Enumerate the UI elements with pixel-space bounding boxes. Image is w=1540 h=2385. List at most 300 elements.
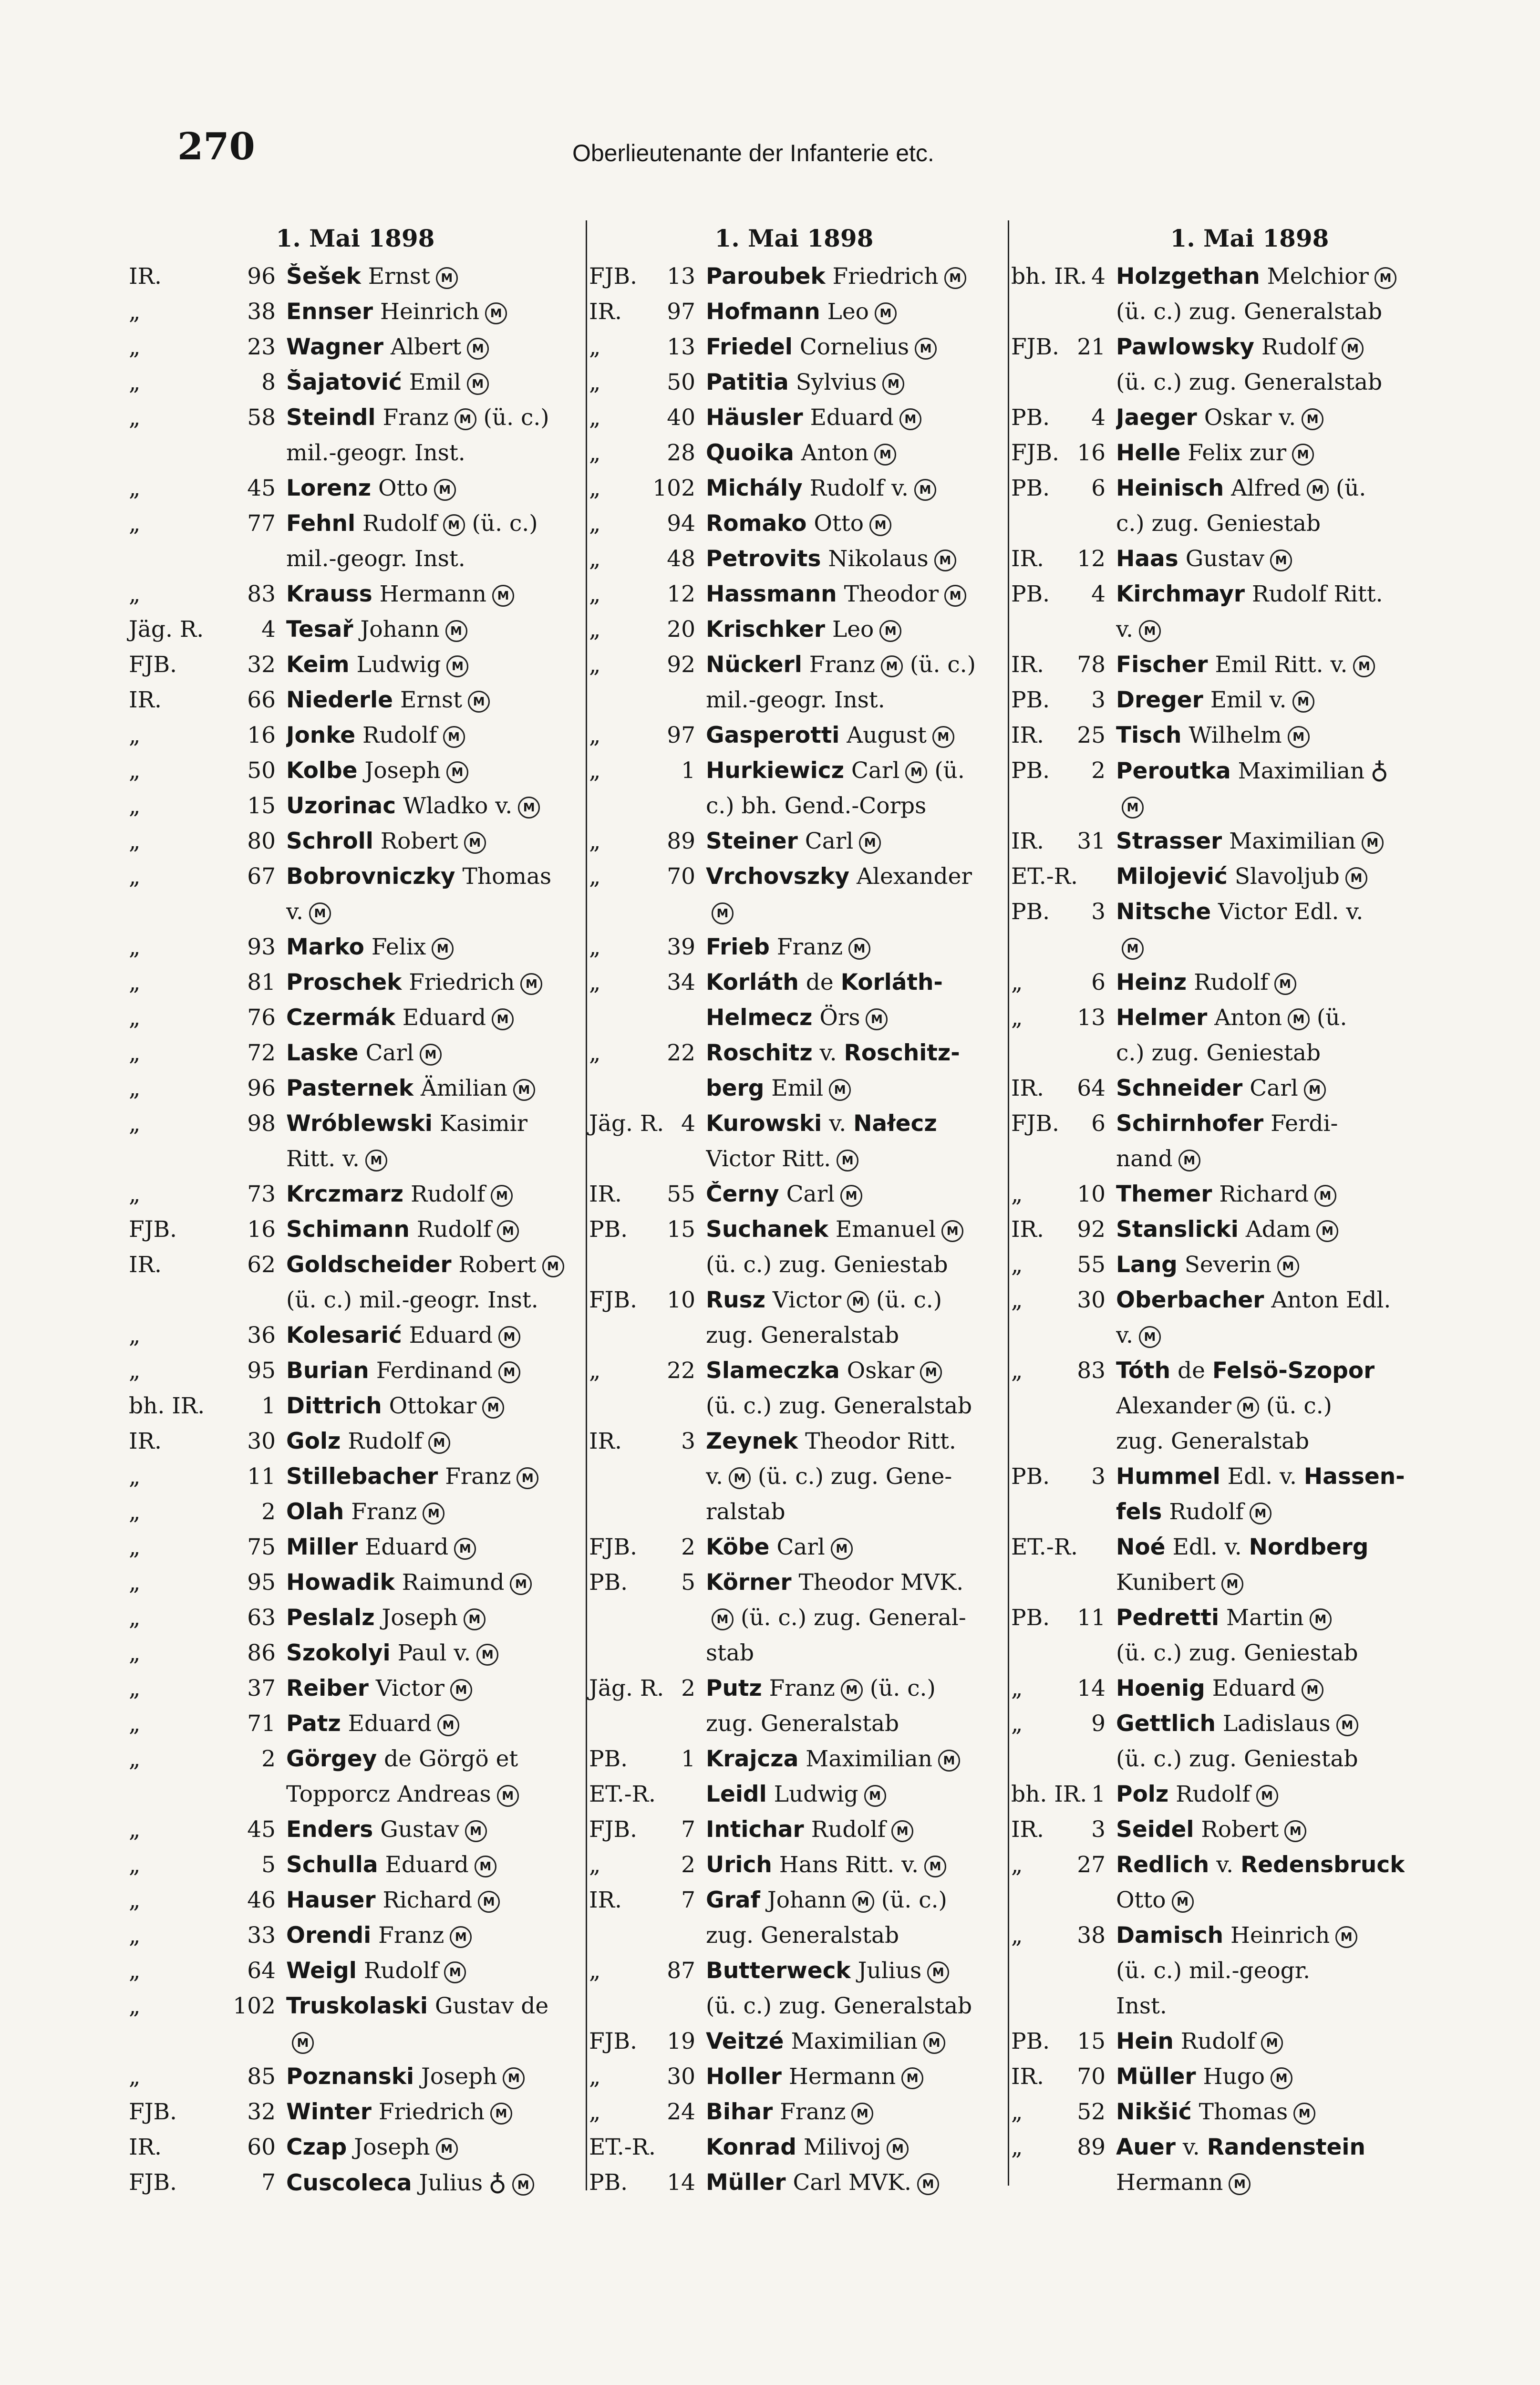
unit-type: „ <box>129 404 141 431</box>
unit-type: „ <box>589 757 601 784</box>
entry-text <box>706 581 966 607</box>
entry-text <box>286 1534 476 1560</box>
name-text: Slavoljub <box>1227 863 1340 890</box>
merit-cross-icon: ♁ <box>488 2168 507 2197</box>
unit-type: PB. <box>1011 1604 1050 1631</box>
name-text: Ludwig <box>349 651 441 678</box>
medal-m-icon: M <box>934 550 956 571</box>
unit-label <box>589 828 706 854</box>
surname: Wróblewski <box>286 1110 433 1137</box>
unit-number: 16 <box>1077 439 1106 466</box>
surname: Keim <box>286 651 350 678</box>
list-item <box>1011 682 1478 717</box>
surname: Goldscheider <box>286 1251 452 1278</box>
entry-text <box>1116 1993 1167 2019</box>
name-text: Rudolf <box>341 1428 423 1454</box>
entry-text <box>1116 616 1161 643</box>
surname: Holler <box>706 2063 782 2090</box>
entry-text <box>286 1181 513 1207</box>
name-text: Edl. v. <box>1165 1534 1249 1560</box>
medal-m-icon: M <box>498 1326 520 1348</box>
unit-number <box>1078 863 1106 890</box>
unit-label <box>589 2028 706 2054</box>
unit-label <box>129 1252 286 1278</box>
medal-m-icon: M <box>365 1150 387 1172</box>
list-item <box>589 1847 990 1882</box>
entry-text <box>1116 2134 1365 2160</box>
unit-number: 81 <box>247 969 276 995</box>
medal-m-icon: M <box>1375 267 1396 289</box>
name-text: v. <box>1116 1322 1133 1348</box>
unit-number: 4 <box>1091 263 1106 290</box>
entry-text <box>286 546 465 572</box>
entry-text <box>706 757 965 784</box>
surname: Schimann <box>286 1216 410 1243</box>
unit-type: „ <box>1011 2098 1023 2125</box>
surname: Heinz <box>1116 969 1187 995</box>
unit-number: 60 <box>247 2134 276 2160</box>
unit-number: 6 <box>1091 475 1106 501</box>
unit-label <box>129 263 286 290</box>
unit-label <box>589 263 706 290</box>
unit-label <box>1011 1005 1116 1031</box>
unit-label <box>129 1393 286 1419</box>
entry-text <box>706 1252 948 1278</box>
name-text: Friedrich <box>825 263 939 290</box>
unit-number: 96 <box>247 263 276 290</box>
name-text: Thomas <box>1191 2098 1288 2125</box>
name-text: Johann <box>760 1887 847 1913</box>
list-item <box>129 506 572 541</box>
name-text: Joseph <box>414 2063 497 2090</box>
medal-m-icon: M <box>1139 1326 1161 1348</box>
name-text: c.) zug. Geniestab <box>1116 1039 1321 1066</box>
list-item <box>1011 1176 1478 1212</box>
medal-m-icon: M <box>1302 408 1323 430</box>
medal-m-icon: M <box>837 1150 858 1172</box>
unit-type: „ <box>589 1851 601 1878</box>
surname: Nikšić <box>1116 2098 1192 2125</box>
unit-number <box>656 2134 695 2160</box>
medal-m-icon: M <box>924 1856 946 1877</box>
name-text: Rudolf <box>355 722 437 748</box>
unit-type: FJB. <box>129 2098 177 2125</box>
list-item <box>1011 929 1478 964</box>
medal-m-icon: M <box>848 938 870 960</box>
name-text: Otto <box>371 475 428 501</box>
medal-m-icon: M <box>465 1820 487 1842</box>
list-item <box>1011 1741 1478 1776</box>
entry-text <box>286 1287 538 1313</box>
unit-type: „ <box>129 1463 141 1490</box>
list-item <box>129 541 572 576</box>
unit-number: 1 <box>261 1392 276 1419</box>
entry-text <box>286 581 514 607</box>
medal-m-icon: M <box>446 655 468 677</box>
entry-text <box>706 1146 858 1172</box>
entry-text <box>1116 581 1383 607</box>
unit-number: 3 <box>681 1428 695 1454</box>
unit-type: PB. <box>1011 898 1050 925</box>
list-item <box>129 894 572 929</box>
surname: Kirchmayr <box>1116 581 1245 607</box>
list-item <box>129 435 572 470</box>
entry-text <box>286 828 486 854</box>
name-text: Rudolf <box>403 1181 486 1207</box>
unit-type: „ <box>129 298 141 325</box>
medal-m-icon: M <box>729 1467 751 1489</box>
unit-type: „ <box>129 1922 141 1949</box>
unit-type: PB. <box>1011 581 1050 607</box>
unit-type: „ <box>589 933 601 960</box>
unit-number: 5 <box>681 1569 695 1596</box>
name-text: Kasimir <box>432 1110 528 1137</box>
surname: Szokolyi <box>286 1639 391 1666</box>
unit-number: 20 <box>667 616 695 643</box>
medal-m-icon: M <box>492 1008 514 1030</box>
unit-label <box>129 2099 286 2125</box>
unit-label <box>129 934 286 960</box>
name-text: Hugo <box>1196 2063 1265 2090</box>
entry-text <box>1116 369 1382 395</box>
name-text: v. <box>286 898 303 925</box>
name-text: Franz <box>769 933 843 960</box>
name-text: Joseph <box>374 1604 458 1631</box>
name-text: Victor <box>368 1675 444 1701</box>
name-text: v. <box>812 1039 844 1066</box>
name-text: Emil <box>402 369 461 395</box>
surname: Weigl <box>286 1957 357 1984</box>
list-item <box>1011 1776 1478 1812</box>
name-text: Carl <box>844 757 900 784</box>
list-item <box>129 1529 572 1565</box>
unit-number: 63 <box>247 1604 276 1631</box>
surname: Strasser <box>1116 828 1222 854</box>
entry-text <box>706 1393 972 1419</box>
unit-number: 87 <box>667 1957 695 1984</box>
name-text: Rudolf <box>804 1816 886 1843</box>
name-text: (ü. c.) zug. Generalstab <box>706 1992 972 2019</box>
unit-type: „ <box>589 1357 601 1384</box>
surname: Šajatović <box>286 369 402 395</box>
entry-text <box>706 510 891 537</box>
entry-text <box>1116 1569 1243 1596</box>
unit-number: 78 <box>1077 651 1106 678</box>
list-item <box>589 294 990 329</box>
surname: Polz <box>1116 1781 1169 1807</box>
unit-type: „ <box>129 510 141 537</box>
entry-text <box>1116 2064 1292 2090</box>
name-text: Cornelius <box>792 333 910 360</box>
entry-text <box>706 1887 947 1913</box>
unit-label <box>589 652 706 678</box>
entry-text <box>1116 1852 1405 1878</box>
surname: Fischer <box>1116 651 1208 678</box>
unit-number: 75 <box>247 1534 276 1560</box>
list-item <box>1011 894 1478 929</box>
unit-label <box>1011 863 1116 890</box>
unit-type: PB. <box>589 2169 628 2196</box>
list-item <box>589 2129 990 2165</box>
unit-label <box>589 722 706 748</box>
unit-number: 46 <box>247 1887 276 1913</box>
list-item <box>1011 1353 1478 1388</box>
name-text: Rudolf Ritt. <box>1245 581 1383 607</box>
name-text: Ferdi- <box>1263 1110 1338 1137</box>
name-text: Wilhelm <box>1181 722 1282 748</box>
list-item <box>589 1141 990 1176</box>
list-item <box>589 259 990 294</box>
surname: Korláth <box>706 969 799 995</box>
unit-type: IR. <box>129 263 162 290</box>
unit-number: 92 <box>1077 1216 1106 1243</box>
unit-label <box>1011 1181 1116 1207</box>
list-item <box>129 1282 572 1317</box>
unit-label <box>1011 899 1116 925</box>
unit-number: 77 <box>247 510 276 537</box>
list-item <box>589 1035 990 1070</box>
entry-text <box>1116 1922 1357 1949</box>
name-text: Alexander <box>1116 1392 1231 1419</box>
unit-label <box>1011 1605 1116 1631</box>
surname: Helle <box>1116 439 1181 466</box>
entry-text <box>286 2134 458 2160</box>
list-item <box>1011 1247 1478 1282</box>
unit-number: 64 <box>1077 1075 1106 1101</box>
entry-text <box>286 2168 534 2197</box>
name-text: Hermann <box>372 581 487 607</box>
entry-text <box>706 652 976 678</box>
unit-label <box>1011 404 1116 431</box>
surname: Suchanek <box>706 1216 828 1243</box>
unit-label <box>1011 2028 1116 2054</box>
unit-number: 52 <box>1077 2098 1106 2125</box>
unit-type: „ <box>129 792 141 819</box>
unit-number: 83 <box>247 581 276 607</box>
entry-text <box>1116 510 1321 537</box>
name-text: Ritt. v. <box>286 1145 360 1172</box>
unit-type: IR. <box>589 298 622 325</box>
medal-m-icon: M <box>467 338 489 360</box>
medal-m-icon: M <box>1274 973 1296 995</box>
entry-text <box>286 1887 500 1913</box>
unit-type: FJB. <box>1011 333 1059 360</box>
surname: Enders <box>286 1816 373 1843</box>
list-item <box>589 2023 990 2059</box>
medal-m-icon: M <box>1310 1608 1332 1630</box>
unit-label <box>129 1922 286 1949</box>
medal-m-icon: M <box>1353 655 1375 677</box>
unit-label <box>1011 652 1116 678</box>
surname: Niederle <box>286 686 393 713</box>
entry-text <box>706 1675 936 1701</box>
entry-text <box>706 1640 754 1666</box>
surname: Howadik <box>286 1569 395 1596</box>
unit-number: 102 <box>652 475 695 501</box>
medal-m-icon: M <box>444 1961 466 1983</box>
name-text: Maximilian <box>798 1745 932 1772</box>
surname: Seidel <box>1116 1816 1194 1843</box>
entry-text <box>706 969 943 995</box>
unit-type: FJB. <box>1011 1110 1059 1137</box>
name-text: mil.-geogr. Inst. <box>286 545 465 572</box>
medal-m-icon: M <box>497 1785 519 1807</box>
name-text: Ämilian <box>413 1075 507 1101</box>
name-text: zug. Generalstab <box>706 1322 899 1348</box>
unit-number: 76 <box>247 1004 276 1031</box>
name-text: Robert <box>451 1251 537 1278</box>
entry-text <box>706 616 901 643</box>
entry-text <box>1116 1393 1332 1419</box>
medal-m-icon: M <box>491 1185 513 1207</box>
surname: Jonke <box>286 722 356 748</box>
unit-type: „ <box>129 1181 141 1207</box>
name-text: Carl <box>779 1181 835 1207</box>
unit-number: 71 <box>247 1710 276 1737</box>
entry-text <box>706 2099 873 2125</box>
list-item <box>129 929 572 964</box>
medal-m-icon: M <box>1307 479 1329 501</box>
entry-text <box>706 546 956 572</box>
list-item <box>129 1035 572 1070</box>
annotation-text: (ü. c.) <box>869 1286 942 1313</box>
medal-m-icon: M <box>905 761 927 783</box>
list-item <box>1011 364 1478 400</box>
unit-type: „ <box>589 545 601 572</box>
unit-type: PB. <box>1011 686 1050 713</box>
entry-text <box>286 334 489 360</box>
name-text: Rudolf <box>355 510 437 537</box>
entry-text <box>1116 756 1388 785</box>
unit-number: 2 <box>681 1675 695 1701</box>
medal-m-icon: M <box>1288 1008 1310 1030</box>
entry-text <box>706 1746 960 1772</box>
name-text: mil.-geogr. Inst. <box>706 686 885 713</box>
surname: Auer <box>1116 2134 1176 2160</box>
surname: Petrovits <box>706 545 821 572</box>
unit-type: „ <box>129 722 141 748</box>
unit-number: 83 <box>1077 1357 1106 1384</box>
entry-text <box>286 1075 535 1101</box>
list-item <box>1011 294 1478 329</box>
surname: Görgey <box>286 1745 377 1772</box>
list-item <box>589 1070 990 1106</box>
unit-number: 62 <box>247 1251 276 1278</box>
unit-type: „ <box>129 475 141 501</box>
name-text: Rudolf <box>1173 2028 1256 2054</box>
unit-label <box>589 2134 706 2160</box>
list-item <box>129 1670 572 1706</box>
list-item <box>129 259 572 294</box>
unit-number: 10 <box>667 1286 695 1313</box>
surname-suffix: Roschitz- <box>844 1039 960 1066</box>
name-text: Hermann <box>781 2063 896 2090</box>
unit-number: 97 <box>667 722 695 748</box>
unit-label <box>589 334 706 360</box>
list-item <box>589 1529 990 1565</box>
name-text: Thomas <box>455 863 552 890</box>
name-text: Theodor Ritt. <box>798 1428 956 1454</box>
medal-m-icon: M <box>927 1961 949 1983</box>
medal-m-icon: M <box>1172 1891 1194 1913</box>
unit-label <box>129 1040 286 1066</box>
unit-label <box>589 581 706 607</box>
name-text: de Görgö et <box>377 1745 518 1772</box>
entry-text <box>1116 334 1364 360</box>
list-item <box>589 1988 990 2023</box>
list-item <box>589 2165 990 2200</box>
unit-label <box>589 1675 706 1701</box>
list-item <box>1011 1918 1478 1953</box>
unit-type: „ <box>1011 2134 1023 2160</box>
unit-type: „ <box>1011 1286 1023 1313</box>
list-item <box>1011 576 1478 612</box>
surname: Intichar <box>706 1816 804 1843</box>
surname: Leidl <box>706 1781 767 1807</box>
unit-type: „ <box>589 828 601 854</box>
unit-label <box>129 2169 286 2196</box>
medal-m-icon: M <box>864 1785 886 1807</box>
entry-text <box>1116 793 1144 819</box>
name-text: Kunibert <box>1116 1569 1216 1596</box>
surname: Truskolaski <box>286 1992 428 2019</box>
surname: berg <box>706 1075 765 1101</box>
unit-number: 80 <box>247 828 276 854</box>
unit-label <box>589 1569 706 1596</box>
entry-text <box>706 1534 853 1560</box>
unit-number: 85 <box>247 2063 276 2090</box>
unit-type: PB. <box>1011 2028 1050 2054</box>
surname: Romako <box>706 510 807 537</box>
name-text: Alexander <box>849 863 972 890</box>
surname: Stillebacher <box>286 1463 438 1490</box>
medal-m-icon: M <box>901 2067 923 2089</box>
unit-number: 4 <box>1091 404 1106 431</box>
name-text: Ferdinand <box>369 1357 493 1384</box>
unit-label <box>129 1358 286 1384</box>
list-item <box>589 1317 990 1353</box>
medal-m-icon: M <box>455 408 476 430</box>
list-item <box>589 788 990 823</box>
entry-text <box>1116 1252 1299 1278</box>
medal-m-icon: M <box>1139 620 1161 642</box>
medal-m-icon: M <box>1336 1714 1358 1736</box>
unit-type: „ <box>1011 969 1023 995</box>
entry-text <box>286 863 551 890</box>
list-item <box>129 2023 572 2059</box>
surname: Cuscoleca <box>286 2170 412 2196</box>
list-item <box>129 788 572 823</box>
unit-number: 15 <box>667 1216 695 1243</box>
unit-number: 36 <box>247 1322 276 1348</box>
unit-label <box>1011 1675 1116 1701</box>
unit-number: 7 <box>681 1816 695 1843</box>
name-text: Eduard <box>341 1710 432 1737</box>
unit-label <box>1011 581 1116 607</box>
unit-label <box>589 1852 706 1878</box>
list-item <box>1011 435 1478 470</box>
list-item <box>589 647 990 682</box>
unit-type: „ <box>129 1004 141 1031</box>
entry-text <box>286 1816 487 1843</box>
unit-number: 38 <box>247 298 276 325</box>
unit-type: bh. IR. <box>1011 1781 1087 1807</box>
medal-m-icon: M <box>1362 832 1384 854</box>
list-item <box>1011 1317 1478 1353</box>
name-text: Topporcz Andreas <box>286 1781 491 1807</box>
entry-text <box>286 1746 518 1772</box>
unit-label <box>129 1181 286 1207</box>
